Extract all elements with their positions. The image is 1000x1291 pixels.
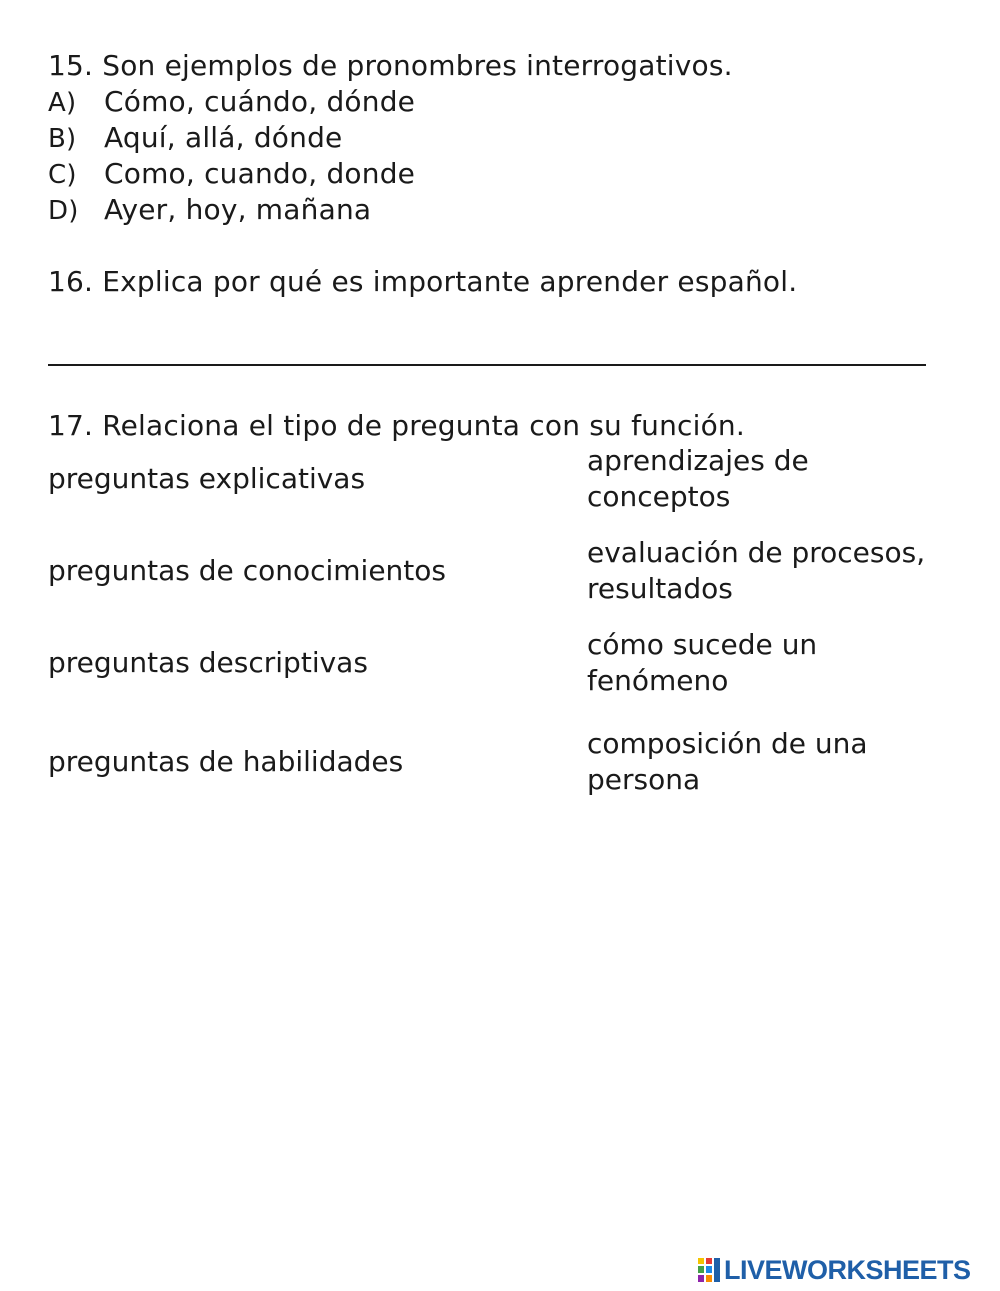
q15-option-c-text: Como, cuando, donde [104, 157, 416, 190]
q15-option-d[interactable] [48, 192, 371, 229]
q15-option-d-letter: D) [48, 196, 79, 226]
q15-option-c-letter: C) [48, 160, 77, 190]
q17-right-item-3[interactable] [587, 627, 987, 699]
liveworksheets-logo-icon [697, 1257, 721, 1283]
q17-left-item-4[interactable]: preguntas de habilidades [48, 745, 404, 778]
question-17-title: 17. Relaciona el tipo de pregunta con su función. [48, 409, 745, 442]
q17-right-item-4[interactable] [587, 726, 987, 798]
q17-right-item-4-line1: composición de una [587, 727, 868, 760]
liveworksheets-brand [697, 1252, 971, 1288]
q17-right-item-4-line2: persona [587, 763, 701, 796]
question-16-title: 16. Explica por qué es importante aprender español. [48, 265, 798, 298]
q15-option-a[interactable] [48, 84, 415, 121]
q17-left-item-1[interactable]: preguntas explicativas [48, 462, 366, 495]
q15-option-b[interactable] [48, 120, 343, 157]
q15-option-d-text: Ayer, hoy, mañana [104, 193, 372, 226]
q17-right-item-2[interactable] [587, 535, 987, 607]
q17-right-item-2-line1: evaluación de procesos, [587, 536, 926, 569]
q17-left-item-3[interactable]: preguntas descriptivas [48, 646, 368, 679]
q17-right-item-1-line2: conceptos [587, 480, 731, 513]
q17-right-item-1-line1: aprendizajes de [587, 444, 809, 477]
q15-option-a-letter: A) [48, 88, 77, 118]
q17-left-item-2[interactable]: preguntas de conocimientos [48, 554, 446, 587]
q17-right-item-2-line2: resultados [587, 572, 733, 605]
brand-name: LIVEWORKSHEETS [724, 1254, 971, 1285]
question-15-title: 15. Son ejemplos de pronombres interrogativos. [48, 49, 733, 82]
q16-answer-field[interactable] [48, 364, 926, 366]
q15-option-b-text: Aquí, allá, dónde [104, 121, 343, 154]
q17-right-item-3-line2: fenómeno [587, 664, 729, 697]
q15-option-c[interactable] [48, 156, 415, 193]
q17-right-item-3-line1: cómo sucede un [587, 628, 818, 661]
q15-option-a-text: Cómo, cuándo, dónde [104, 85, 416, 118]
q17-right-item-1[interactable] [587, 443, 987, 515]
q15-option-b-letter: B) [48, 124, 77, 154]
